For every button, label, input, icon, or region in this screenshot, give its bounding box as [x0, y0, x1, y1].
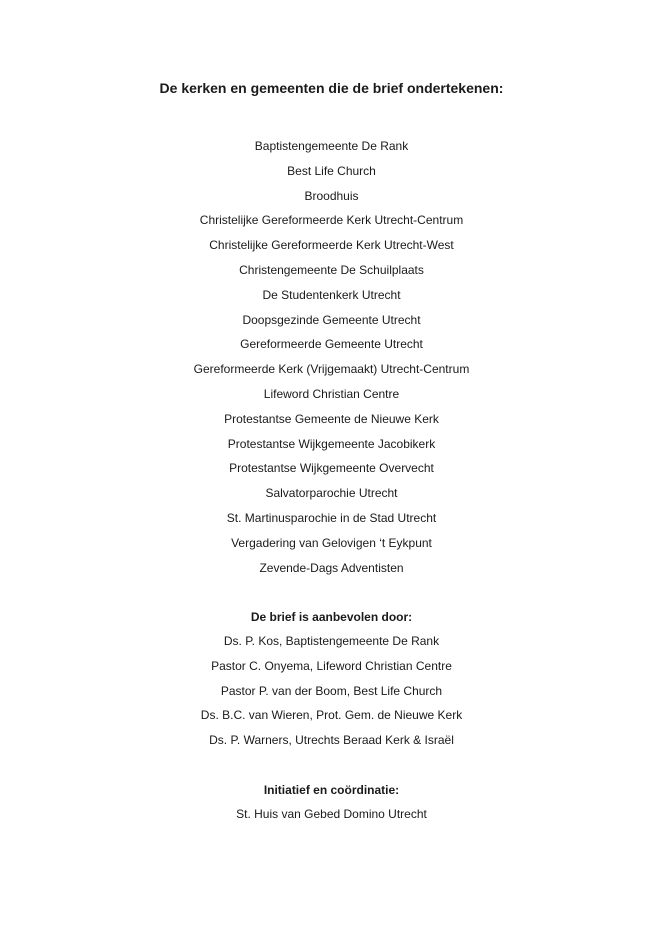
list-item: Pastor C. Onyema, Lifeword Christian Centre: [211, 658, 452, 673]
list-item: Protestantse Gemeente de Nieuwe Kerk: [224, 411, 439, 426]
list-item: Ds. P. Warners, Utrechts Beraad Kerk & Israël: [209, 733, 454, 748]
church-list: [0, 134, 663, 580]
coordination-list: [0, 802, 663, 827]
list-item: Christelijke Gereformeerde Kerk Utrecht-West: [209, 238, 454, 253]
list-item: Baptistengemeente De Rank: [254, 139, 409, 153]
list-item: Christengemeente De Schuilplaats: [239, 262, 424, 277]
list-item: Broodhuis: [304, 188, 359, 203]
list-item: Gereformeerde Kerk (Vrijgemaakt) Utrecht-Centrum: [193, 362, 470, 377]
list-item: De Studentenkerk Utrecht: [262, 287, 401, 302]
recommended-heading: De brief is aanbevolen door:: [250, 610, 413, 624]
list-item: Zevende-Dags Adventisten: [259, 560, 404, 575]
list-item: Ds. B.C. van Wieren, Prot. Gem. de Nieuwe Kerk: [200, 708, 463, 723]
list-item: Lifeword Christian Centre: [263, 386, 400, 401]
page-title: De kerken en gemeenten die de brief ondertekenen:: [159, 80, 504, 96]
list-item: Vergadering van Gelovigen ‘t Eykpunt: [231, 535, 432, 550]
list-item: Gereformeerde Gemeente Utrecht: [240, 337, 423, 352]
list-item: St. Martinusparochie in de Stad Utrecht: [226, 510, 437, 525]
list-item: Pastor P. van der Boom, Best Life Church: [220, 683, 443, 698]
coordination-heading: Initiatief en coördinatie:: [263, 783, 400, 797]
list-item: Best Life Church: [287, 163, 376, 178]
list-item: Protestantse Wijkgemeente Jacobikerk: [227, 436, 436, 451]
list-item: Christelijke Gereformeerde Kerk Utrecht-Centrum: [199, 213, 464, 228]
list-item: St. Huis van Gebed Domino Utrecht: [236, 807, 427, 821]
recommender-list: [0, 629, 663, 753]
list-item: Doopsgezinde Gemeente Utrecht: [242, 312, 421, 327]
list-item: Ds. P. Kos, Baptistengemeente De Rank: [223, 634, 440, 648]
list-item: Protestantse Wijkgemeente Overvecht: [229, 461, 434, 476]
list-item: Salvatorparochie Utrecht: [265, 486, 398, 501]
